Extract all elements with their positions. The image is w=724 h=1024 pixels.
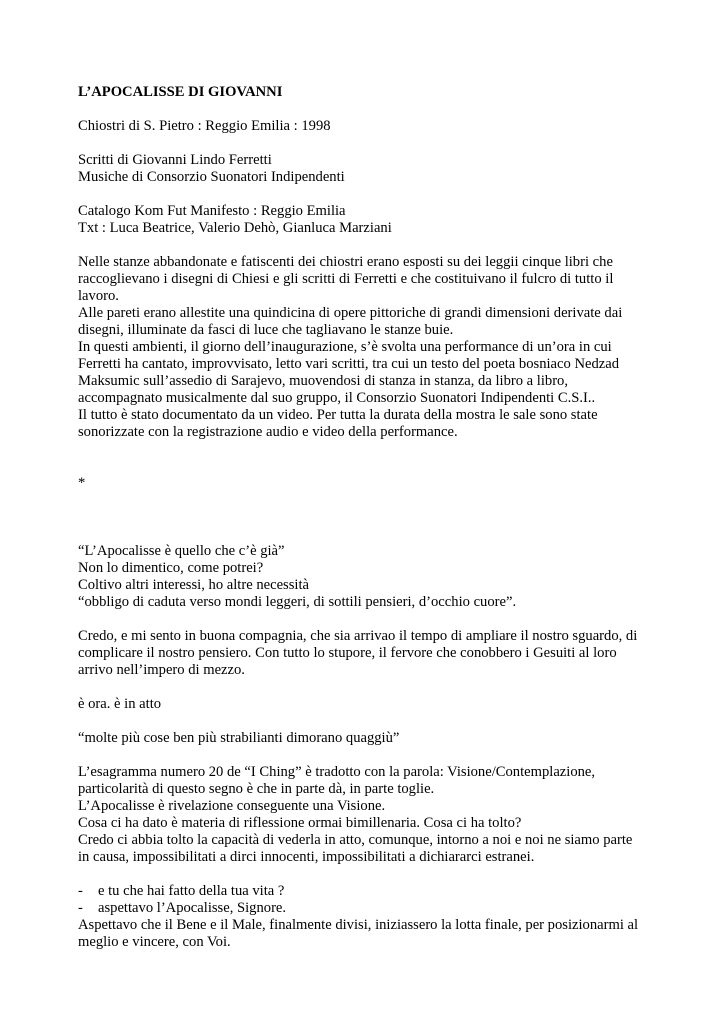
closing-line: meglio e vincere, con Voi. — [78, 934, 231, 950]
esagramma-line: L’Apocalisse è rivelazione conseguente una Visione. — [78, 798, 386, 814]
description-line: disegni, illuminate da fasci di luce che tagliavano le stanze buie. — [78, 322, 454, 338]
esagramma-line: Cosa ci ha dato è materia di riflessione ormai bimillenaria. Cosa ci ha tolto? — [78, 815, 522, 831]
description-line: Ferretti ha cantato, improvvisato, letto vari scritti, tra cui un testo del poeta bosniaco Nedzad — [78, 356, 620, 372]
document-title: L’APOCALISSE DI GIOVANNI — [78, 84, 283, 100]
credo-paragraph — [78, 628, 658, 679]
catalog-block — [78, 203, 658, 237]
description-line: sonorizzate con la registrazione audio e video della performance. — [78, 424, 458, 440]
ora-text: è ora. è in atto — [78, 696, 162, 712]
dialogue-line — [78, 883, 658, 900]
verse-line: “obbligo di caduta verso mondi leggeri, di sottili pensieri, d’occhio cuore”. — [78, 594, 517, 610]
description-line: lavoro. — [78, 288, 119, 304]
quote-line — [78, 730, 658, 747]
description-line: Nelle stanze abbandonate e fatiscenti dei chiostri erano esposti su dei leggii cinque libri che — [78, 254, 613, 270]
dialogue-dash: - — [78, 900, 83, 916]
dialogue-dash: - — [78, 883, 83, 899]
description-line: Alle pareti erano allestite una quindicina di opere pittoriche di grandi dimensioni derivate dai — [78, 305, 623, 321]
document-page — [78, 84, 658, 968]
description-line: raccoglievano i disegni di Chiesi e gli scritti di Ferretti e che costituivano il fulcro di tutto il — [78, 271, 614, 287]
description-line: accompagnato musicalmente dal suo gruppo, il Consorzio Suonatori Indipendenti C.S.I.. — [78, 390, 596, 406]
credit-line: Musiche di Consorzio Suonatori Indipendenti — [78, 169, 345, 185]
separator-asterisk: * — [78, 475, 86, 491]
dialogue-text: e tu che hai fatto della tua vita ? — [98, 883, 285, 899]
closing-block — [78, 883, 658, 951]
credo-line: complicare il nostro pensiero. Con tutto lo stupore, il fervore che conobbero i Gesuiti al loro — [78, 645, 617, 661]
verse-line: Coltivo altri interessi, ho altre necessità — [78, 577, 310, 593]
description-line: Il tutto è stato documentato da un video. Per tutta la durata della mostra le sale sono state — [78, 407, 598, 423]
credit-line: Scritti di Giovanni Lindo Ferretti — [78, 152, 272, 168]
closing-line: Aspettavo che il Bene e il Male, finalmente divisi, iniziassero la lotta finale, per posizionarmi al — [78, 917, 639, 933]
description-line: Maksumic sull’assedio di Sarajevo, muovendosi di stanza in stanza, da libro a libro, — [78, 373, 569, 389]
esagramma-line: Credo ci abbia tolto la capacità di vederla in atto, comunque, intorno a noi e noi ne siamo parte — [78, 832, 633, 848]
dialogue-line — [78, 900, 658, 917]
description-paragraph — [78, 254, 658, 441]
dialogue-text: aspettavo l’Apocalisse, Signore. — [98, 900, 287, 916]
esagramma-paragraph — [78, 764, 658, 866]
quote-text: “molte più cose ben più strabilianti dimorano quaggiù” — [78, 730, 400, 746]
verse-block — [78, 543, 658, 611]
credo-line: arrivo nell’impero di mezzo. — [78, 662, 245, 678]
section-separator — [78, 475, 658, 492]
verse-line: Non lo dimentico, come potrei? — [78, 560, 264, 576]
verse-line: “L’Apocalisse è quello che c’è già” — [78, 543, 285, 559]
esagramma-line: L’esagramma numero 20 de “I Ching” è tradotto con la parola: Visione/Contemplazione, — [78, 764, 596, 780]
catalog-line: Txt : Luca Beatrice, Valerio Dehò, Gianluca Marziani — [78, 220, 392, 236]
catalog-line: Catalogo Kom Fut Manifesto : Reggio Emilia — [78, 203, 346, 219]
esagramma-line: in causa, impossibilitati a dirci innocenti, impossibilitati a dichiararci estranei. — [78, 849, 535, 865]
ora-line — [78, 696, 658, 713]
venue-line — [78, 118, 658, 135]
credits-block — [78, 152, 658, 186]
credo-line: Credo, e mi sento in buona compagnia, che sia arrivao il tempo di ampliare il nostro sguardo, di — [78, 628, 638, 644]
venue-text: Chiostri di S. Pietro : Reggio Emilia : 1998 — [78, 118, 331, 134]
esagramma-line: particolarità di questo segno è che in parte dà, in parte toglie. — [78, 781, 435, 797]
description-line: In questi ambienti, il giorno dell’inaugurazione, s’è svolta una performance di un’ora in cui — [78, 339, 612, 355]
